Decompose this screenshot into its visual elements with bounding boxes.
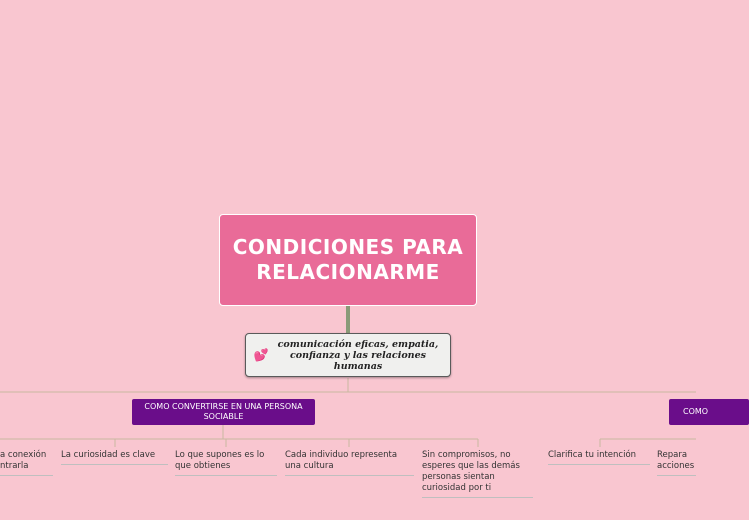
leaf-label: Sin compromisos, no esperes que las demás personas sientan curiosidad por ti [422,450,520,493]
leaf-label: a conexión ntrarla [0,450,47,471]
hearts-icon: 💕 [253,348,269,362]
root-node[interactable] [219,214,477,306]
main-topic-label: comunicación eficas, empatia, confianza y las relaciones humanas [277,338,439,372]
subtopic-label: COMO [683,407,709,416]
subtopic-node[interactable] [669,399,749,425]
leaf-node[interactable] [175,450,277,476]
leaf-label: Lo que supones es lo que obtienes [175,450,265,471]
leaf-label: La curiosidad es clave [61,450,156,460]
subtopic-label: COMO CONVERTIRSE EN UNA PERSONA SOCIABLE [144,402,303,421]
main-topic-node[interactable] [245,333,451,377]
subtopic-node[interactable] [132,399,315,425]
leaf-node[interactable] [657,450,696,476]
leaf-node[interactable] [548,450,650,465]
leaf-node[interactable] [285,450,414,476]
leaf-node[interactable] [422,450,533,498]
leaf-node[interactable] [0,450,53,476]
leaf-label: Clarifica tu intención [548,450,637,460]
leaf-label: Cada individuo representa una cultura [285,450,398,471]
leaf-node[interactable] [61,450,168,465]
leaf-label: Repara acciones [657,450,695,471]
root-node-label: CONDICIONES PARA RELACIONARME [232,235,464,284]
